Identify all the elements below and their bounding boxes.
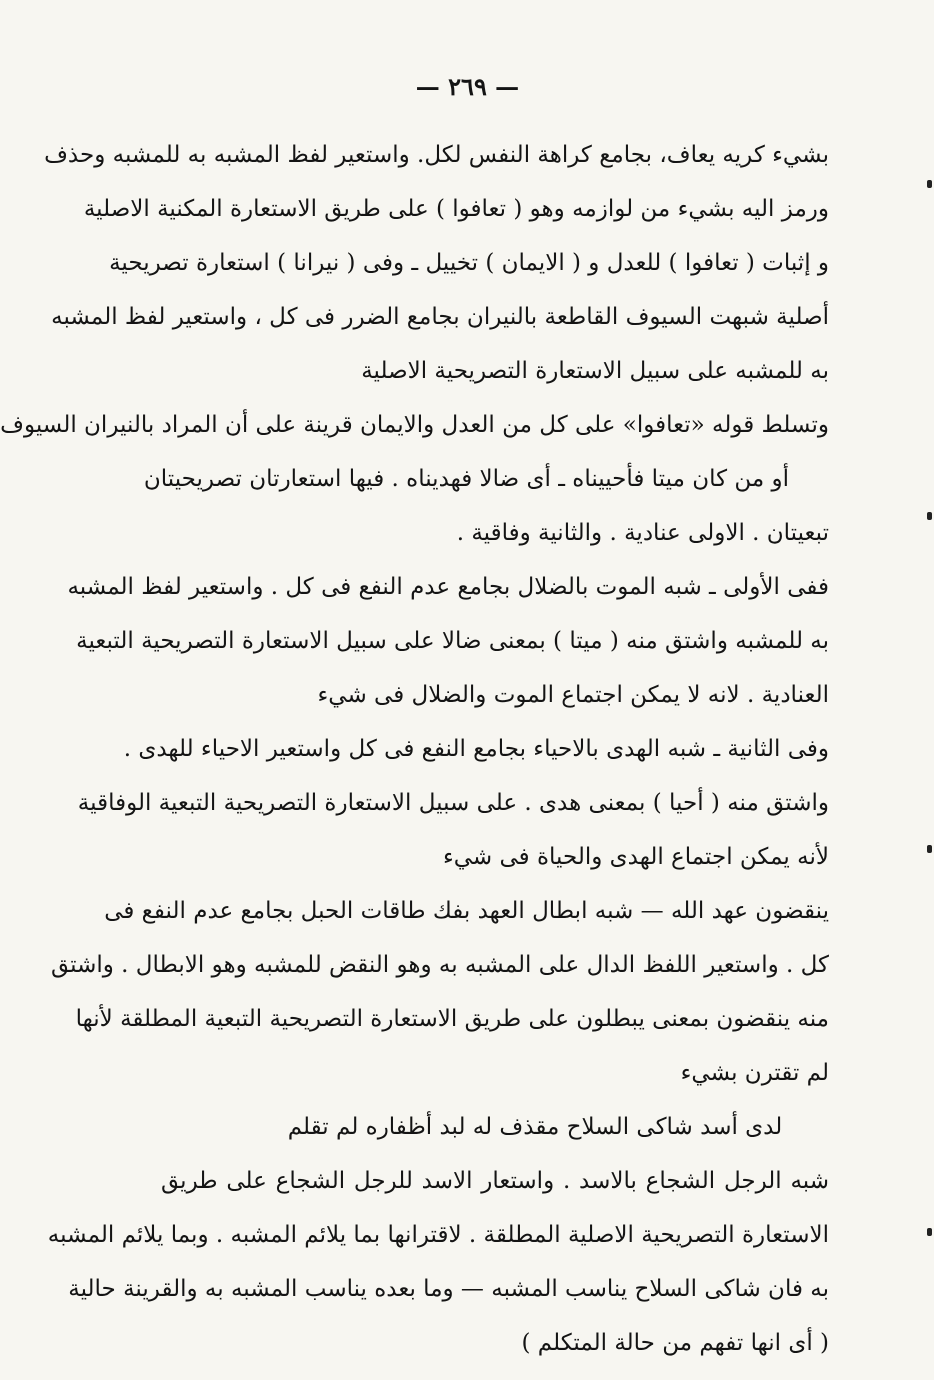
text-line: شبه الرجل الشجاع بالاسد . واستعار الاسد للرجل الشجاع على طريق: [161, 1168, 829, 1194]
margin-mark: [927, 845, 932, 853]
text-line: ينقضون عهد الله — شبه ابطال العهد بفك طاقات الحبل بجامع عدم النفع فى: [104, 898, 829, 924]
margin-mark: [927, 180, 932, 188]
text-line: أو من كان ميتا فأحييناه ـ أى ضالا فهديناه . فيها استعارتان تصريحيتان: [143, 466, 789, 492]
text-line: واشتق منه ( أحيا ) بمعنى هدى . على سبيل الاستعارة التصريحية التبعية الوفاقية: [77, 790, 829, 816]
margin-mark: [927, 512, 932, 520]
text-line: منه ينقضون بمعنى يبطلون على طريق الاستعارة التصريحية التبعية المطلقة لأنها: [75, 1006, 829, 1032]
text-line: ورمز اليه بشيء من لوازمه وهو ( تعافوا ) على طريق الاستعارة المكنية الاصلية: [83, 196, 829, 222]
text-line: به للمشبه واشتق منه ( ميتا ) بمعنى ضالا على سبيل الاستعارة التصريحية التبعية: [76, 628, 829, 654]
text-line: وتسلط قوله «تعافوا» على كل من العدل والايمان قرينة على أن المراد بالنيران السيوف: [0, 412, 829, 438]
text-line: كل . واستعير اللفظ الدال على المشبه به وهو النقض للمشبه وهو الابطال . واشتق: [50, 952, 829, 978]
text-line: لأنه يمكن اجتماع الهدى والحياة فى شيء: [442, 844, 829, 870]
text-line: وفى الثانية ـ شبه الهدى بالاحياء بجامع النفع فى كل واستعير الاحياء للهدى .: [123, 736, 829, 762]
body-text: [0, 128, 829, 1370]
text-line: به للمشبه على سبيل الاستعارة التصريحية الاصلية: [361, 358, 829, 384]
page-number: — ٢٦٩ —: [415, 72, 520, 101]
text-line: ( أى انها تفهم من حالة المتكلم ): [521, 1330, 829, 1356]
text-line: ففى الأولى ـ شبه الموت بالضلال بجامع عدم النفع فى كل . واستعير لفظ المشبه: [67, 574, 829, 600]
text-line: الاستعارة التصريحية الاصلية المطلقة . لاقترانها بما يلائم المشبه . وبما يلائم المشبه: [47, 1222, 829, 1248]
document-page: [1, 0, 934, 1380]
text-line: أصلية شبهت السيوف القاطعة بالنيران بجامع الضرر فى كل ، واستعير لفظ المشبه: [51, 304, 829, 330]
margin-mark: [927, 1228, 932, 1236]
text-line: به فان شاكى السلاح يناسب المشبه — وما بعده يناسب المشبه به والقرينة حالية: [68, 1276, 829, 1302]
text-line: العنادية . لانه لا يمكن اجتماع الموت والضلال فى شيء: [317, 682, 829, 708]
text-line: بشيء كريه يعاف، بجامع كراهة النفس لكل. واستعير لفظ المشبه به للمشبه وحذف: [44, 142, 829, 168]
text-line: و إثبات ( تعافوا ) للعدل و ( الايمان ) تخييل ـ وفى ( نيرانا ) استعارة تصريحية: [109, 250, 829, 276]
verse-line: لدى أسد شاكى السلاح مقذف له لبد أظفاره لم تقلم: [287, 1114, 783, 1140]
text-line: لم تقترن بشيء: [680, 1060, 829, 1086]
text-line: تبعيتان . الاولى عنادية . والثانية وفاقية .: [456, 520, 829, 546]
